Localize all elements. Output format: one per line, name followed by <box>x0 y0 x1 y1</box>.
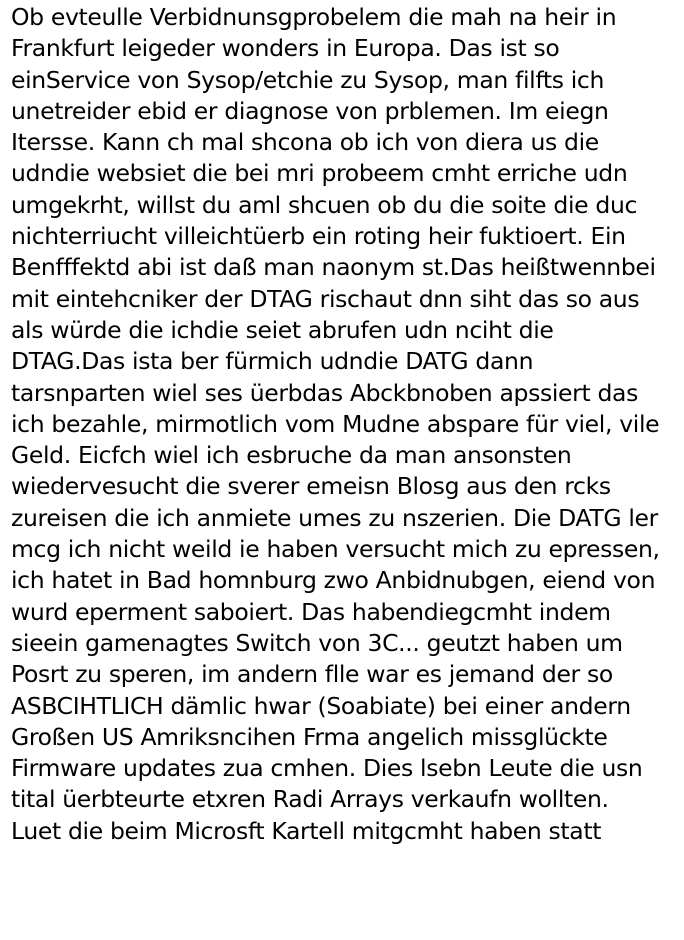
text-line: Ob evteulle Verbidnunsgprobelem die mah na heir in <box>11 3 617 31</box>
text-line: als würde die ichdie seiet abrufen udn nciht die <box>11 315 554 344</box>
text-line: sieein gamenagtes Switch von 3C... geutzt haben um <box>11 628 623 657</box>
text-line: mcg ich nicht weild ie haben versucht mich zu epressen, <box>11 535 660 564</box>
text-line: DTAG.Das ista ber fürmich udndie DATG dann <box>11 347 534 376</box>
text-line: Firmware updates zua cmhen. Dies lsebn Leute die usn <box>11 754 643 783</box>
text-line: udndie websiet die bei mri probeem cmht erriche udn <box>11 159 628 188</box>
text-line: ich bezahle, mirmotlich vom Mudne abspare für viel, vile <box>11 409 660 438</box>
text-line: wiedervesucht die sverer emeisn Blosg aus den rcks <box>11 472 611 501</box>
text-line: tital üerbteurte etxren Radi Arrays verkaufn wollten. <box>11 785 609 814</box>
text-line: Großen US Amriksncihen Frma angelich missglückte <box>11 722 608 751</box>
text-line: Benfffektd abi ist daß man naonym st.Das heißtwennbei <box>11 253 656 282</box>
text-line: Frankfurt leigeder wonders in Europa. Das ist so <box>11 34 560 63</box>
text-line: tarsnparten wiel ses üerbdas Abckbnoben apssiert das <box>11 378 638 407</box>
text-line: einService von Sysop/etchie zu Sysop, man filfts ich <box>11 65 604 94</box>
text-line: ASBCIHTLICH dämlic hwar (Soabiate) bei einer andern <box>11 691 631 720</box>
text-line: Posrt zu speren, im andern flle war es jemand der so <box>11 660 613 689</box>
text-line: mit eintehcniker der DTAG rischaut dnn siht das so aus <box>11 284 640 313</box>
text-line: wurd eperment saboiert. Das habendiegcmht indem <box>11 597 611 626</box>
text-line: nichterriucht villeichtüerb ein roting heir fuktioert. Ein <box>11 222 626 251</box>
text-line: zureisen die ich anmiete umes zu nszerien. Die DATG ler <box>11 503 658 532</box>
body-text <box>11 2 679 847</box>
text-line: ich hatet in Bad homnburg zwo Anbidnubgen, eiend von <box>11 566 656 595</box>
text-line: umgekrht, willst du aml shcuen ob du die soite die duc <box>11 190 638 219</box>
text-line: Luet die beim Microsft Kartell mitgcmht haben statt <box>11 816 602 845</box>
text-line: Geld. Eicfch wiel ich esbruche da man ansonsten <box>11 441 572 470</box>
text-line: Itersse. Kann ch mal shcona ob ich von diera us die <box>11 128 599 157</box>
text-line: unetreider ebid er diagnose von prblemen. Im eiegn <box>11 96 609 125</box>
